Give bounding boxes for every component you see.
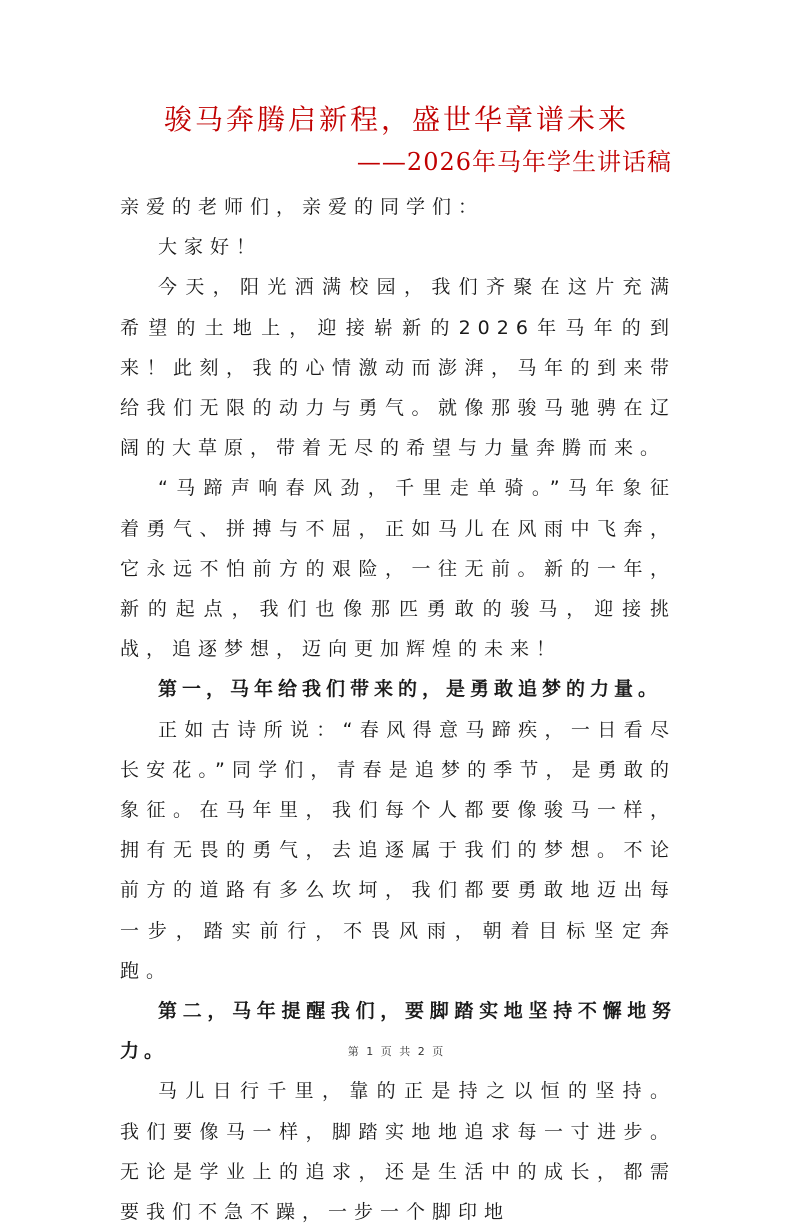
salutation: 亲爱的老师们，亲爱的同学们： (120, 196, 485, 218)
greeting: 大家好！ (158, 236, 263, 259)
paragraph-quote: “马蹄声响春风劲，千里走单骑。”马年象征着勇气、拼搏与不屈，正如马儿在风雨中飞奔，它永远不怕前方的艰险，一往无前。新的一年，新的起点，我们也像那匹勇敢的骏马，迎接挑战，追逐梦想，迈向更加辉煌的未来！ (120, 477, 676, 661)
page-number-footer: 第 1 页 共 2 页 (347, 1045, 446, 1058)
paragraph-intro: 今天，阳光洒满校园，我们齐聚在这片充满希望的土地上，迎接崭新的2026年马年的到来！此刻，我的心情激动而澎湃，马年的到来带给我们无限的动力与勇气。就像那骏马驰骋在辽阔的大草原，带着无尽的希望与力量奔腾而来。 (120, 276, 676, 460)
document-body (120, 187, 676, 1232)
section-heading-2: 第二，马年提醒我们，要脚踏实地坚持不懈地努力。 (120, 1000, 676, 1063)
paragraph-section-1: 正如古诗所说：“春风得意马蹄疾，一日看尽长安花。”同学们，青春是追梦的季节，是勇敢的象征。在马年里，我们每个人都要像骏马一样，拥有无畏的勇气，去追逐属于我们的梦想。不论前方的道路有多么坎坷，我们都要勇敢地迈出每一步，踏实前行，不畏风雨，朝着目标坚定奔跑。 (120, 718, 676, 982)
section-heading-1: 第一，马年给我们带来的，是勇敢追梦的力量。 (158, 678, 663, 701)
document-subtitle: ——2026年马年学生讲话稿 (356, 148, 672, 176)
document-title: 骏马奔腾启新程，盛世华章谱未来 (163, 103, 629, 136)
paragraph-section-2: 马儿日行千里，靠的正是持之以恒的坚持。我们要像马一样，脚踏实地地追求每一寸进步。无论是学业上的追求，还是生活中的成长，都需要我们不急不躁，一步一个脚印地 (120, 1080, 676, 1224)
